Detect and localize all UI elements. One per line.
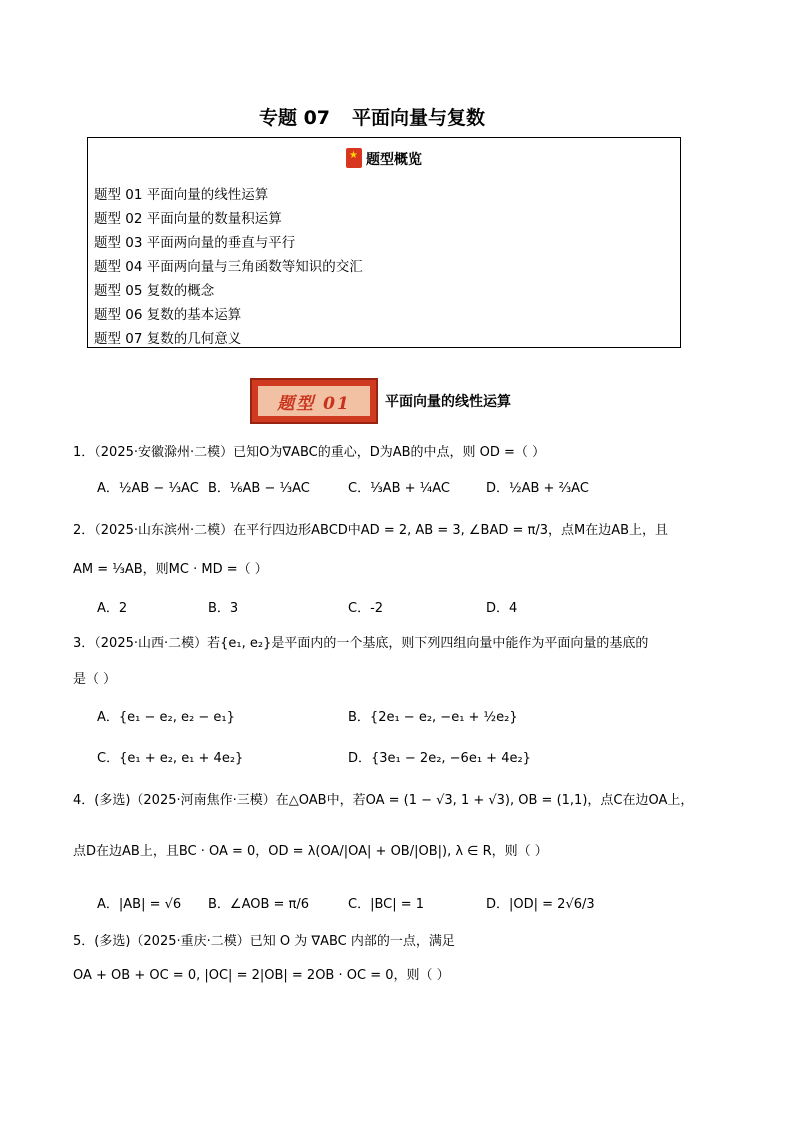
section-badge	[250, 378, 378, 424]
overview-box	[87, 137, 681, 348]
question-2-option-b: B．3	[208, 601, 239, 616]
overview-heading-text: 题型概览	[366, 152, 422, 168]
overview-item: 题型 02 平面向量的数量积运算	[94, 211, 282, 227]
question-3-stem-line-2: 是（ ）	[73, 672, 117, 687]
section-label: 平面向量的线性运算	[385, 394, 511, 410]
question-2-option-c: C．-2	[348, 601, 384, 616]
overview-item: 题型 04 平面两向量与三角函数等知识的交汇	[94, 259, 363, 275]
question-3-option-c: C．{e₁ + e₂, e₁ + 4e₂}	[97, 751, 244, 766]
question-1-option-d: D．½AB + ⅔AC	[486, 481, 589, 496]
question-3-option-d: D．{3e₁ − 2e₂, −6e₁ + 4e₂}	[348, 751, 531, 766]
question-5-stem-line-2: OA + OB + OC = 0, |OC| = 2|OB| = 2OB · OC = 0，则（ ）	[73, 968, 450, 983]
question-3-option-b: B．{2e₁ − e₂, −e₁ + ½e₂}	[348, 710, 518, 725]
overview-list	[94, 183, 363, 351]
question-2-stem-line-1: 2．（2025·山东滨州·二模）在平行四边形ABCD中AD = 2, AB = 3, ∠BAD = π/3，点M在边AB上，且	[73, 523, 669, 538]
overview-item: 题型 06 复数的基本运算	[94, 307, 242, 323]
question-2-option-a: A．2	[97, 601, 128, 616]
overview-item: 题型 05 复数的概念	[94, 283, 215, 299]
overview-item: 题型 03 平面两向量的垂直与平行	[94, 235, 296, 251]
question-1-stem: 1．（2025·安徽滁州·二模）已知O为∇ABC的重心，D为AB的中点，则 OD =（ ）	[73, 445, 546, 460]
book-icon	[346, 148, 362, 168]
question-4-stem-line-1: 4．(多选)（2025·河南焦作·三模）在△OAB中，若OA = (1 − √3, 1 + √3), OB = (1,1)，点C在边OA上，	[73, 793, 694, 808]
question-4-stem-line-2: 点D在边AB上，且BC · OA = 0，OD = λ(OA/|OA| + OB/|OB|), λ ∈ R，则（ ）	[73, 844, 548, 859]
question-4-option-c: C．|BC| = 1	[348, 897, 425, 912]
question-1-option-a: A．½AB − ⅓AC	[97, 481, 199, 496]
question-4-option-a: A．|AB| = √6	[97, 897, 182, 912]
question-4-option-b: B．∠AOB = π/6	[208, 897, 310, 912]
title-text: 平面向量与复数	[352, 107, 486, 129]
question-4-option-d: D．|OD| = 2√6/3	[486, 897, 595, 912]
page-title	[0, 103, 744, 130]
question-2-stem-line-2: AM = ⅓AB，则MC · MD =（ ）	[73, 562, 268, 577]
section-badge-text: 题型 01	[258, 386, 370, 416]
overview-heading	[88, 148, 680, 169]
question-2-option-d: D．4	[486, 601, 518, 616]
question-1-option-c: C．⅓AB + ¼AC	[348, 481, 450, 496]
overview-item: 题型 07 复数的几何意义	[94, 331, 242, 347]
title-number: 专题 07	[258, 107, 331, 129]
question-3-stem-line-1: 3．（2025·山西·二模）若{e₁, e₂}是平面内的一个基底，则下列四组向量中能作为平面向量的基底的	[73, 636, 649, 651]
question-3-option-a: A．{e₁ − e₂, e₂ − e₁}	[97, 710, 235, 725]
overview-item: 题型 01 平面向量的线性运算	[94, 187, 269, 203]
question-5-stem-line-1: 5．(多选)（2025·重庆·二模）已知 O 为 ∇ABC 内部的一点，满足	[73, 934, 455, 949]
question-1-option-b: B．⅙AB − ⅓AC	[208, 481, 310, 496]
